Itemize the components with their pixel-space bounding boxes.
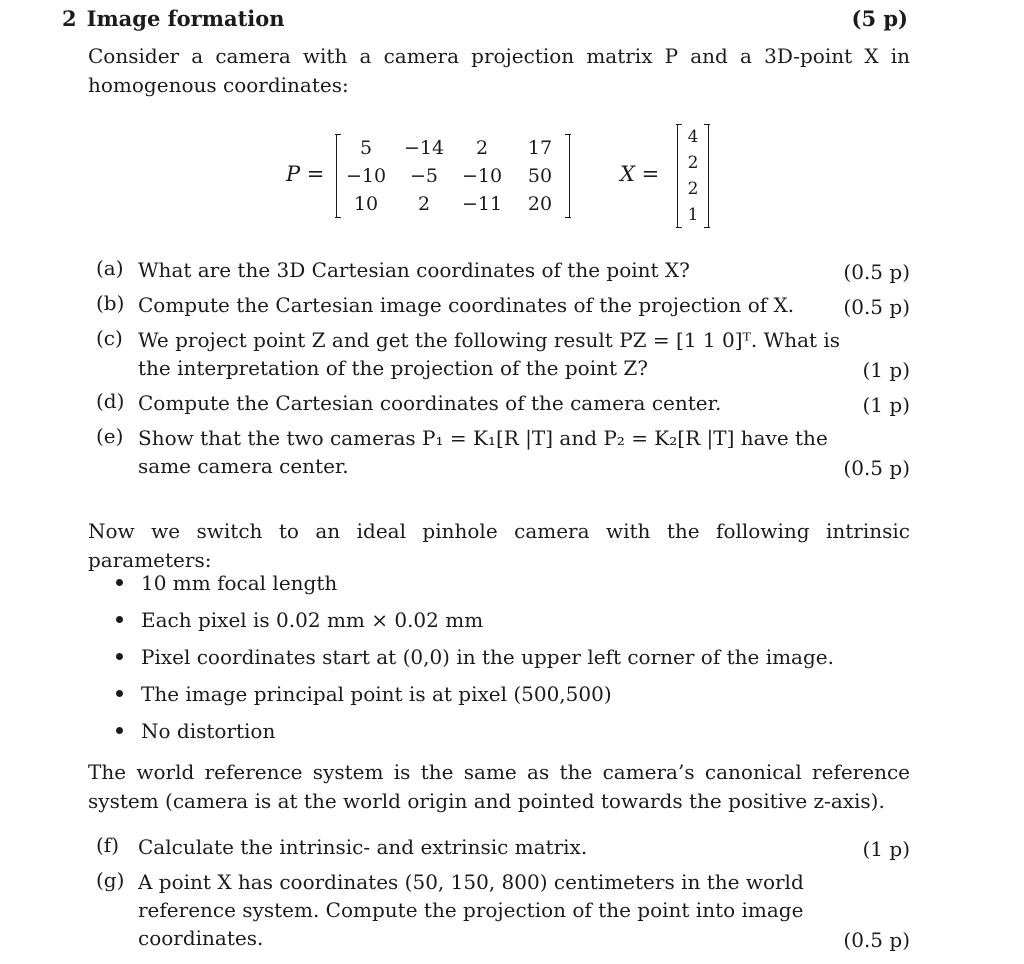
question-item [96,868,910,952]
question-list-a [96,256,910,487]
list-item [112,712,892,749]
matrix-x-label: X = [620,162,660,186]
question-points: (1 p) [855,358,911,382]
question-item [96,833,910,861]
list-item [112,564,892,601]
bullet-icon [116,616,123,623]
bullet-icon [116,579,123,586]
question-points: (1 p) [855,393,911,417]
matrix-x-cell: 1 [687,205,699,225]
question-text: A point X has coordinates (50, 150, 800) centimeters in the world reference system. Compute the projection of the point into image coordinates. [138,870,804,950]
question-points: (1 p) [855,837,911,861]
world-reference-paragraph: The world reference system is the same as the camera’s canonical reference system (camera is at the world origin and pointed towards the positive z-axis). [88,760,910,813]
question-label: (d) [96,389,125,413]
matrix-p-cell: 2 [475,137,489,159]
bullet-text: Pixel coordinates start at (0,0) in the upper left corner of the image. [141,644,834,669]
bullet-text: No distortion [141,718,276,743]
matrix-p-cell: −11 [461,193,503,215]
bullet-text: 10 mm focal length [141,570,338,595]
matrix-x-cell: 2 [687,153,699,173]
matrix-x [677,124,709,228]
section-title-text: Image formation [86,6,285,31]
section-number: 2 [62,6,77,31]
section-title [62,6,285,31]
question-points: (0.5 p) [835,928,910,952]
question-label: (c) [96,326,123,350]
matrix-display [0,120,1024,238]
question-label: (f) [96,833,120,857]
matrix-x-cell: 4 [687,127,699,147]
question-label: (a) [96,256,124,280]
question-list-f [96,833,910,959]
intrinsic-parameter-list [112,564,892,749]
question-item [96,326,910,382]
question-item [96,291,910,319]
list-item [112,601,892,638]
bullet-text: The image principal point is at pixel (500,500) [141,681,612,706]
matrix-p-cell: 50 [527,165,553,187]
question-points: (0.5 p) [835,260,910,284]
section-heading [62,6,908,31]
question-points: (0.5 p) [835,295,910,319]
bullet-icon [116,653,123,660]
question-text: Show that the two cameras P₁ = K₁[R |T] and P₂ = K₂[R |T] have the same camera center. [138,426,828,478]
question-text: What are the 3D Cartesian coordinates of the point X? [138,258,690,282]
matrix-x-cell: 2 [687,179,699,199]
matrix-p-cell: 17 [527,137,553,159]
matrix-p [336,134,570,218]
bullet-text: Each pixel is 0.02 mm × 0.02 mm [141,607,484,632]
matrix-p-cell: −14 [403,137,445,159]
question-item [96,256,910,284]
question-text: Compute the Cartesian image coordinates of the projection of X. [138,293,795,317]
question-item [96,389,910,417]
matrix-p-cell: 20 [527,193,553,215]
matrix-p-cell: −5 [409,165,438,187]
question-text: Compute the Cartesian coordinates of the camera center. [138,391,722,415]
matrix-p-label: P = [286,162,325,186]
question-item [96,424,910,480]
bullet-icon [116,690,123,697]
bullet-icon [116,727,123,734]
section-points: (5 p) [851,6,908,31]
question-label: (e) [96,424,124,448]
list-item [112,675,892,712]
question-text: Calculate the intrinsic- and extrinsic matrix. [138,835,588,859]
matrix-p-cell: 5 [359,137,373,159]
matrix-p-cell: −10 [345,165,387,187]
question-label: (b) [96,291,125,315]
question-label: (g) [96,868,125,892]
matrix-p-cell: 2 [417,193,431,215]
pinhole-intro: Now we switch to an ideal pinhole camera with the following intrinsic parameters: [88,519,910,572]
matrix-p-cell: 10 [353,193,379,215]
question-points: (0.5 p) [835,456,910,480]
intro-paragraph: Consider a camera with a camera projection matrix P and a 3D-point X in homogenous coordinates: [88,44,910,97]
list-item [112,638,892,675]
question-text: We project point Z and get the following result PZ = [1 1 0]ᵀ. What is the interpretation of the projection of the point Z? [138,328,841,380]
matrix-p-cell: −10 [461,165,503,187]
